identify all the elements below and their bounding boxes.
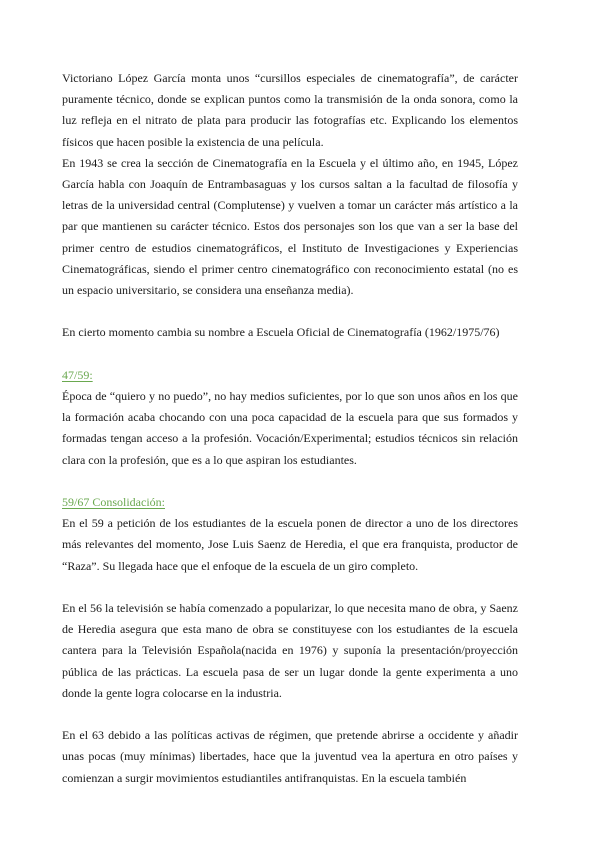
paragraph-el-63: En el 63 debido a las políticas activas de régimen, que pretende abrirse a occidente y añadir unas pocas (muy mínimas) libertades, hace que la juventud vea la apertura en otro países y comienzan a surgir movimientos estudiantiles antifranquistas. En la escuela también [62, 728, 518, 785]
spacer [62, 301, 518, 322]
paragraph-nombre: En cierto momento cambia su nombre a Escuela Oficial de Cinematografía (1962/1975/76) [62, 325, 500, 340]
spacer [62, 577, 518, 598]
section-heading-47-59: 47/59: [62, 367, 93, 382]
paragraph-epoca: Época de “quiero y no puedo”, no hay medios suficientes, por lo que son unos años en los que la formación acaba chocando con una poca capacidad de la escuela para que sus formados y formadas tengan acceso a la profesión. Vocación/Experimental; estudios técnicos sin relación clara con la profesión, que es a lo que aspiran los estudiantes. [62, 389, 518, 467]
paragraph-el-56: En el 56 la televisión se había comenzado a popularizar, lo que necesita mano de obra, y Saenz de Heredia asegura que esta mano de obra se constituyese con los estudiantes de la escuela cantera para la Televisión Española(nacida en 1976) y suponía la presentación/proyección pública de las prácticas. La escuela pasa de ser un lugar donde la gente experimenta a uno donde la gente logra colocarse en la industria. [62, 601, 518, 700]
paragraph-cursillos: Victoriano López García monta unos “cursillos especiales de cinematografía”, de carácter puramente técnico, donde se explican puntos como la transmisión de la onda sonora, como la luz refleja en el nitrato de plata para producir las fotografías etc. Explicando los elementos físicos que hacen posible la existencia de una película. [62, 71, 518, 149]
paragraph-el-59: En el 59 a petición de los estudiantes de la escuela ponen de director a uno de los directores más relevantes del momento, Jose Luis Saenz de Heredia, el que era franquista, productor de “Raza”. Su llegada hace que el enfoque de la escuela de un giro completo. [62, 516, 518, 573]
section-heading-59-67: 59/67 Consolidación: [62, 495, 165, 510]
spacer [62, 704, 518, 725]
spacer [62, 471, 518, 492]
paragraph-1943: En 1943 se crea la sección de Cinematografía en la Escuela y el último año, en 1945, López García habla con Joaquín de Entrambasaguas y los cursos saltan a la facultad de filosofía y letras de la universidad central (Complutense) y vuelven a tomar un carácter más artístico a la par que mantienen su carácter técnico. Estos dos personajes son los que van a ser la base del primer centro de estudios cinematográficos, el Instituto de Investigaciones y Experiencias Cinematográficas, siendo el primer centro cinematográfico con reconocimiento estatal (no es un espacio universitario, se considera una enseñanza media). [62, 155, 518, 298]
document-body [62, 68, 518, 789]
spacer [62, 344, 518, 365]
